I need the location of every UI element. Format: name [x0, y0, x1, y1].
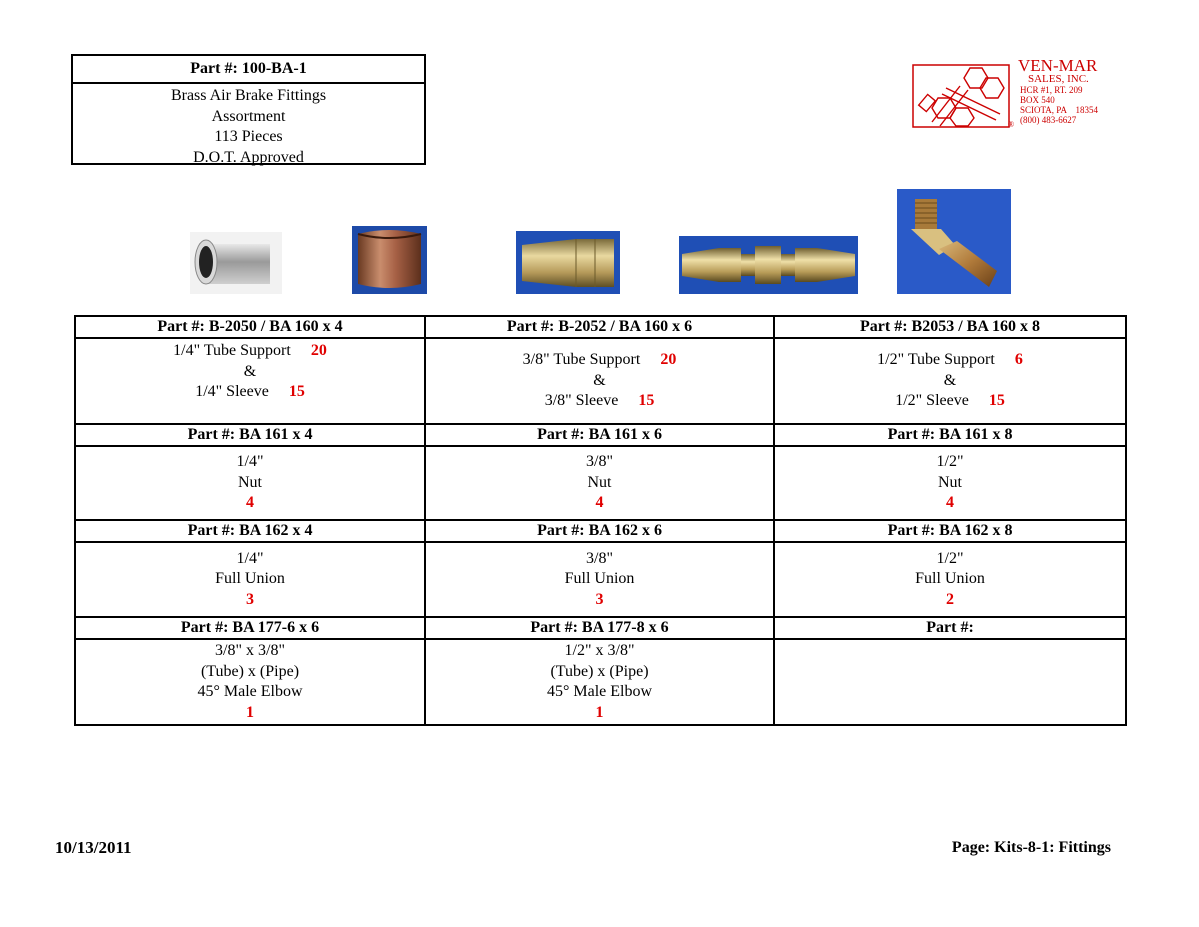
table-row	[75, 446, 1126, 520]
item-type: (Tube) x (Pipe)	[550, 662, 649, 680]
item-name: Nut	[238, 473, 262, 491]
table-row	[75, 639, 1126, 725]
ampersand: &	[243, 362, 257, 380]
description-line: Assortment	[211, 107, 286, 125]
item-name: Full Union	[215, 570, 285, 588]
table-row	[75, 542, 1126, 617]
table-cell	[425, 338, 774, 424]
nut-photo	[516, 231, 620, 294]
parts-table	[74, 315, 1127, 726]
part-number-header: Part #: B-2050 / BA 160 x 4	[75, 316, 425, 338]
item-name: Nut	[938, 473, 962, 491]
table-cell	[425, 446, 774, 520]
description-line: D.O.T. Approved	[193, 148, 304, 166]
item-quantity: 3	[595, 590, 604, 608]
part-number-header: Part #: BA 161 x 4	[75, 424, 425, 446]
part-number-header: Part #: B2053 / BA 160 x 8	[774, 316, 1126, 338]
footer-date: 10/13/2011	[55, 838, 132, 857]
item-quantity: 15	[988, 392, 1005, 410]
table-cell	[774, 446, 1126, 520]
table-row	[75, 338, 1126, 424]
description-line: 113 Pieces	[214, 128, 283, 145]
ampersand: &	[593, 371, 606, 389]
item-name: Nut	[587, 473, 612, 491]
item-quantity: 15	[638, 392, 655, 410]
table-cell	[75, 446, 425, 520]
item-quantity: 1	[246, 703, 254, 721]
fittings-logo-icon	[912, 64, 1015, 136]
table-cell-empty	[774, 639, 1126, 725]
logo-name: VEN-MAR	[1018, 56, 1098, 75]
item-label: 1/2" Sleeve	[895, 392, 969, 410]
table-cell	[425, 639, 774, 725]
item-quantity: 4	[246, 494, 254, 512]
logo-sales: SALES, INC.	[1028, 73, 1089, 85]
full-union-photo	[679, 236, 858, 294]
description-line: Brass Air Brake Fittings	[170, 87, 327, 104]
item-quantity: 3	[246, 590, 254, 608]
item-size: 1/4"	[236, 549, 264, 567]
item-label: 1/4" Sleeve	[195, 383, 269, 400]
item-quantity: 4	[946, 494, 954, 512]
tube-support-photo	[190, 232, 282, 294]
item-label: 1/2" Tube Support	[877, 351, 995, 369]
item-size: 1/2"	[936, 453, 964, 471]
company-logo	[910, 58, 1135, 138]
part-header-box	[71, 54, 426, 165]
item-name: 45° Male Elbow	[546, 683, 653, 700]
male-elbow-photo	[897, 189, 1011, 294]
table-cell	[774, 338, 1126, 424]
part-number-header: Part #: BA 161 x 6	[425, 424, 774, 446]
table-header-row	[75, 520, 1126, 542]
part-number-title: Part #: 100-BA-1	[73, 56, 424, 84]
item-size: 3/8"	[586, 453, 613, 471]
item-quantity: 15	[288, 383, 305, 400]
registered-mark: ®	[1008, 120, 1015, 129]
item-size: 3/8" x 3/8"	[215, 642, 285, 659]
part-number-header: Part #: B-2052 / BA 160 x 6	[425, 316, 774, 338]
table-cell	[774, 542, 1126, 617]
item-size: 1/4"	[236, 453, 264, 471]
item-quantity: 20	[660, 351, 677, 369]
item-type: (Tube) x (Pipe)	[200, 662, 300, 680]
item-name: Full Union	[564, 570, 635, 588]
part-number-header: Part #: BA 162 x 4	[75, 520, 425, 542]
item-name: Full Union	[915, 570, 985, 588]
logo-address-3: SCIOTA, PA 18354	[1020, 105, 1098, 115]
item-label: 3/8" Sleeve	[544, 392, 619, 410]
part-number-header: Part #:	[774, 617, 1126, 639]
item-name: 45° Male Elbow	[197, 683, 303, 700]
logo-address-2: BOX 540	[1020, 95, 1055, 105]
item-size: 1/2" x 3/8"	[564, 642, 635, 659]
part-number-header: Part #: BA 162 x 6	[425, 520, 774, 542]
table-header-row	[75, 617, 1126, 639]
sleeve-photo	[352, 226, 427, 294]
item-quantity: 4	[595, 494, 604, 512]
table-cell	[425, 542, 774, 617]
part-description	[73, 84, 424, 168]
item-size: 3/8"	[586, 549, 613, 567]
item-quantity: 1	[595, 703, 604, 721]
item-label: 3/8" Tube Support	[522, 351, 641, 369]
part-number-header: Part #: BA 162 x 8	[774, 520, 1126, 542]
table-header-row	[75, 424, 1126, 446]
ampersand: &	[943, 371, 957, 389]
logo-address-1: HCR #1, RT. 209	[1020, 85, 1083, 95]
logo-phone: (800) 483-6627	[1020, 115, 1077, 125]
table-cell	[75, 338, 425, 424]
table-cell	[75, 639, 425, 725]
item-quantity: 2	[946, 590, 954, 608]
part-number-header: Part #: BA 177-8 x 6	[425, 617, 774, 639]
footer-page: Page: Kits-8-1: Fittings	[951, 839, 1111, 856]
part-number-header: Part #: BA 177-6 x 6	[75, 617, 425, 639]
item-label: 1/4" Tube Support	[173, 342, 291, 359]
part-number-header: Part #: BA 161 x 8	[774, 424, 1126, 446]
item-size: 1/2"	[936, 549, 964, 567]
table-header-row	[75, 316, 1126, 338]
item-quantity: 20	[310, 342, 327, 359]
item-quantity: 6	[1014, 351, 1023, 369]
table-cell	[75, 542, 425, 617]
